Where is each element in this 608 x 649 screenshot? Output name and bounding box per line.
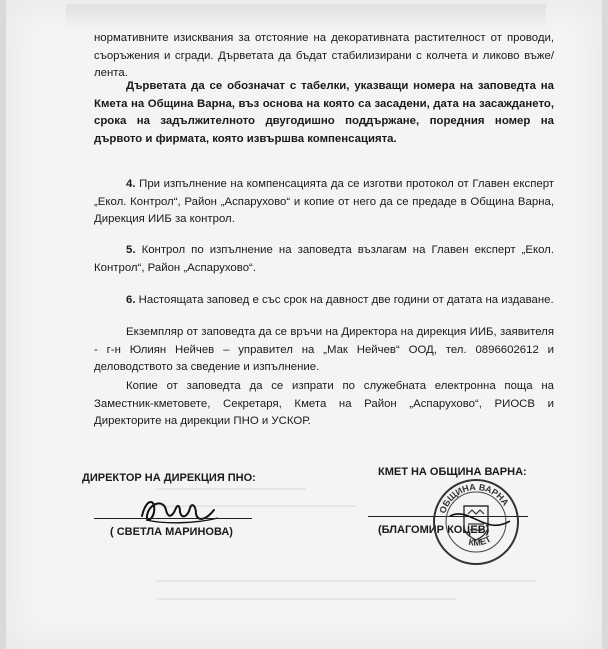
show-through-line: [156, 580, 536, 582]
item-5-text: Контрол по изпълнение на заповедта възлагам на Главен експерт „Екол. Контрол“, Район „Аспарухово“.: [94, 244, 554, 274]
paragraph-tree-labels: Дърветата да се обозначат с табелки, указващи номера на заповедта на Кмета на Община Варна, въз основа на която са засадени, дата на засаждането, срока на задължителното двугодишно поддържане, поредния номер на дървото и фирмата, която извършва компенсацията.: [94, 80, 554, 145]
handwritten-signature: [134, 494, 224, 528]
stamp-top-text: ОБЩИНА ВАРНА: [437, 481, 511, 515]
faded-header: [66, 4, 546, 32]
item-5-number: 5.: [126, 244, 136, 256]
show-through-line: [156, 598, 456, 600]
item-6-text: Настоящата заповед е със срок на давност две години от датата на издаване.: [138, 294, 554, 306]
left-signature-line: [94, 518, 252, 519]
item-5: [94, 242, 554, 277]
paragraph-copy-delivery: Екземпляр от заповедта да се връчи на Директора на дирекция ИИБ, заявителя - г-н Юлиян Нейчев – управител на „Мак Нейчев“ ООД, тел. 0896602612 и деловодството за сведение и изпълнение.: [94, 326, 554, 373]
paragraph-email-copy: Копие от заповедта да се изпрати по служебната електронна поща на Заместник-кметовете, Секретаря, Кмета на Район „Аспарухово“, РИОСВ и Директорите на дирекции ПНО и УСКОР.: [94, 380, 554, 427]
paragraph-intro: нормативните изисквания за отстояние на декоративната растителност от проводи, съоръжения и сгради. Дърветата да бъдат стабилизирани с колчета и ликово въже/лента.: [94, 32, 554, 79]
official-stamp-seal: [430, 476, 522, 568]
item-4: [94, 176, 554, 229]
stamp-bottom-text: КМЕТ: [467, 533, 493, 548]
left-signatory-name: ( СВЕТЛА МАРИНОВА): [110, 526, 233, 538]
document-page: [6, 0, 602, 649]
right-signatory-name: (БЛАГОМИР КОЦЕВ): [378, 524, 490, 536]
show-through-line: [156, 488, 306, 490]
item-4-text: При изпълнение на компенсацията да се изготви протокол от Главен експерт „Екол. Контрол“, Район „Аспарухово“ и копие от него да се предаде в Община Варна, Дирекция ИИБ за контрол.: [94, 178, 555, 225]
item-6: [94, 292, 554, 310]
left-signatory-title: ДИРЕКТОР НА ДИРЕКЦИЯ ПНО:: [82, 472, 256, 484]
svg-text:КМЕТ: [468, 534, 493, 548]
right-signatory-title: КМЕТ НА ОБЩИНА ВАРНА:: [378, 466, 527, 478]
item-6-number: 6.: [126, 294, 136, 306]
item-4-number: 4.: [126, 178, 136, 190]
